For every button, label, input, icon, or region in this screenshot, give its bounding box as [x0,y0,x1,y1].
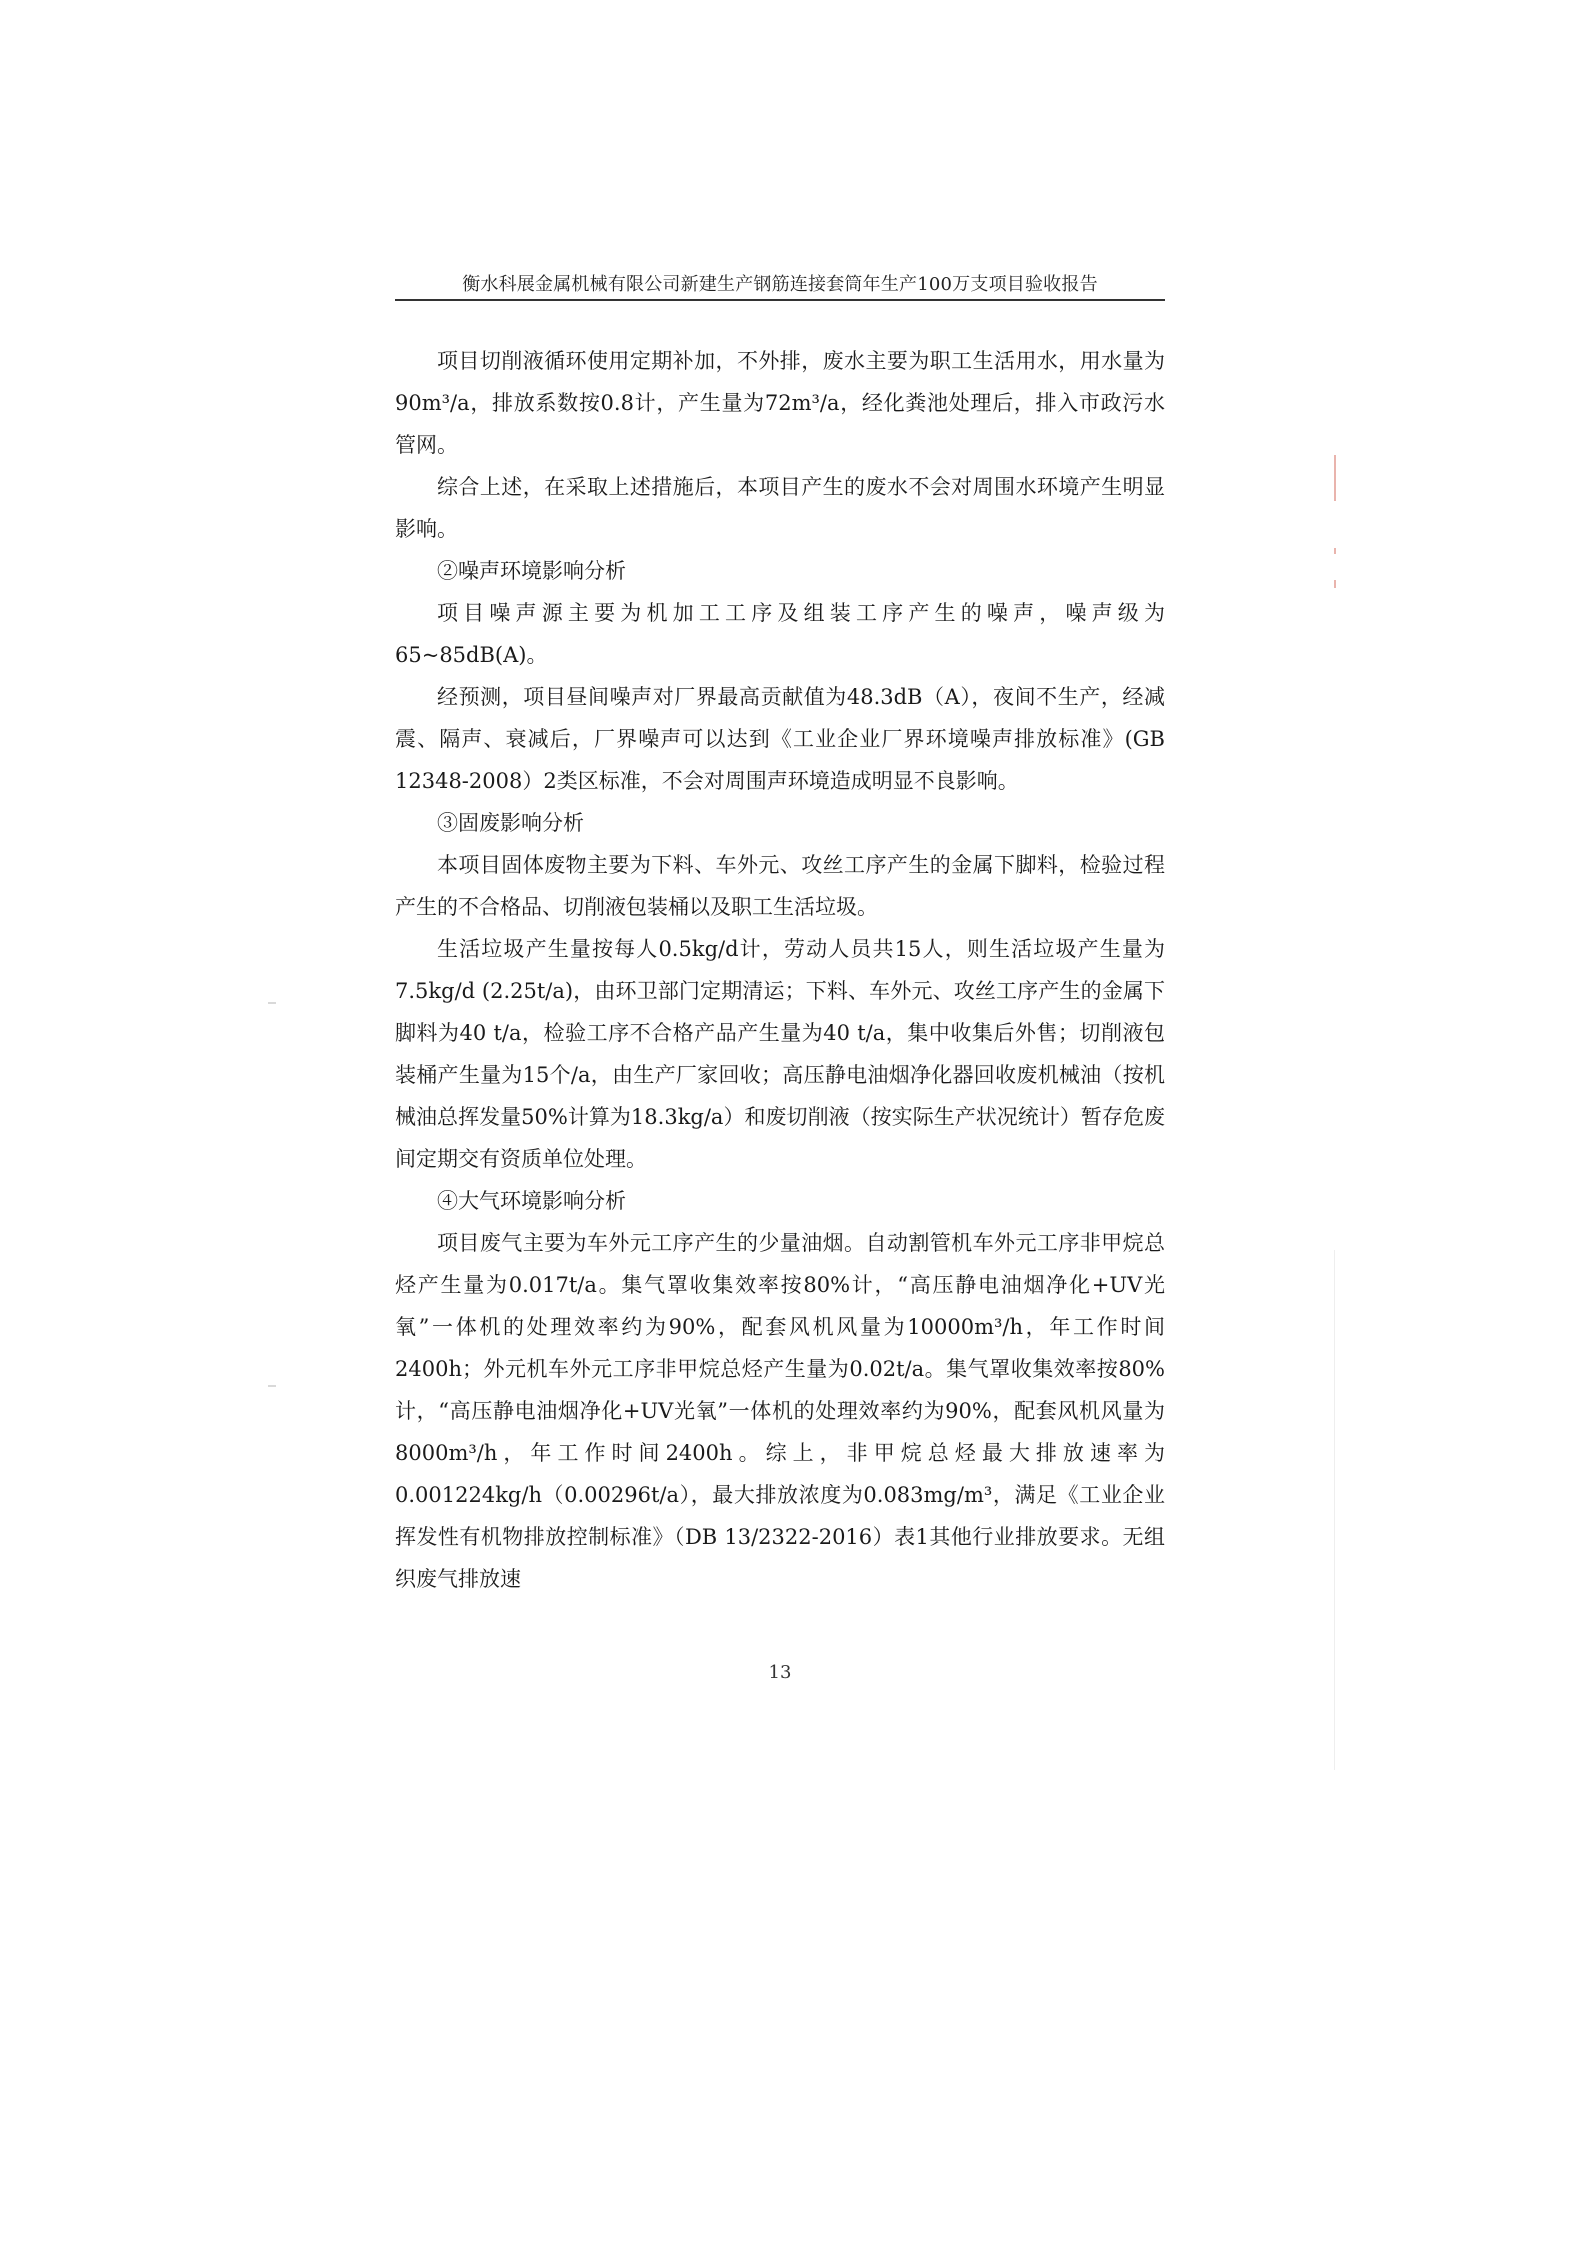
scan-mark [1334,455,1336,501]
section-heading-noise: ②噪声环境影响分析 [437,559,626,583]
paragraph-wastewater-summary: 综合上述，在采取上述措施后，本项目产生的废水不会对周围水环境产生明显影响。 [395,475,1165,541]
paragraph-noise-prediction: 经预测，项目昼间噪声对厂界最高贡献值为48.3dB（A），夜间不生产，经减震、隔声、衰减后，厂界噪声可以达到《工业企业厂界环境噪声排放标准》(GB 12348-2008）2类区标准，不会对周围声环境造成明显不良影响。 [395,685,1165,793]
scan-mark [1334,548,1336,554]
scan-mark [1334,580,1336,588]
running-header: 衡水科展金属机械有限公司新建生产钢筋连接套筒年生产100万支项目验收报告 [462,274,1098,295]
section-heading-solid-waste: ③固废影响分析 [437,811,584,835]
page-number: 13 [768,1662,792,1683]
scan-mark [268,1002,276,1004]
header-divider [395,299,1165,301]
paragraph-noise-source: 项目噪声源主要为机加工工序及组装工序产生的噪声，噪声级为65~85dB(A)。 [395,601,1165,667]
paragraph-solid-waste-types: 本项目固体废物主要为下料、车外元、攻丝工序产生的金属下脚料，检验过程产生的不合格品、切削液包装桶以及职工生活垃圾。 [395,853,1165,919]
paragraph-solid-waste-amounts: 生活垃圾产生量按每人0.5kg/d计，劳动人员共15人，则生活垃圾产生量为7.5kg/d (2.25t/a)，由环卫部门定期清运；下料、车外元、攻丝工序产生的金属下脚料为40 t/a，检验工序不合格产品产生量为40 t/a，集中收集后外售；切削液包装桶产生量为15个/a，由生产厂家回收；高压静电油烟净化器回收废机械油（按机械油总挥发量50%计算为18.3kg/a）和废切削液（按实际生产状况统计）暂存危废间定期交有资质单位处理。 [395,937,1165,1171]
body-text [395,340,1165,1600]
scan-edge [1334,1250,1335,1770]
paragraph-air-emissions: 项目废气主要为车外元工序产生的少量油烟。自动割管机车外元工序非甲烷总烃产生量为0.017t/a。集气罩收集效率按80%计，“高压静电油烟净化+UV光氧”一体机的处理效率约为90%，配套风机风量为10000m³/h，年工作时间2400h；外元机车外元工序非甲烷总烃产生量为0.02t/a。集气罩收集效率按80%计，“高压静电油烟净化+UV光氧”一体机的处理效率约为90%，配套风机风量为8000m³/h，年工作时间2400h。综上，非甲烷总烃最大排放速率为0.001224kg/h（0.00296t/a），最大排放浓度为0.083mg/m³，满足《工业企业挥发性有机物排放控制标准》（DB 13/2322-2016）表1其他行业排放要求。无组织废气排放速 [395,1231,1165,1591]
paragraph-wastewater: 项目切削液循环使用定期补加，不外排，废水主要为职工生活用水，用水量为90m³/a，排放系数按0.8计，产生量为72m³/a，经化粪池处理后，排入市政污水管网。 [395,349,1165,457]
section-heading-air: ④大气环境影响分析 [437,1189,626,1213]
scan-mark [268,1385,276,1387]
